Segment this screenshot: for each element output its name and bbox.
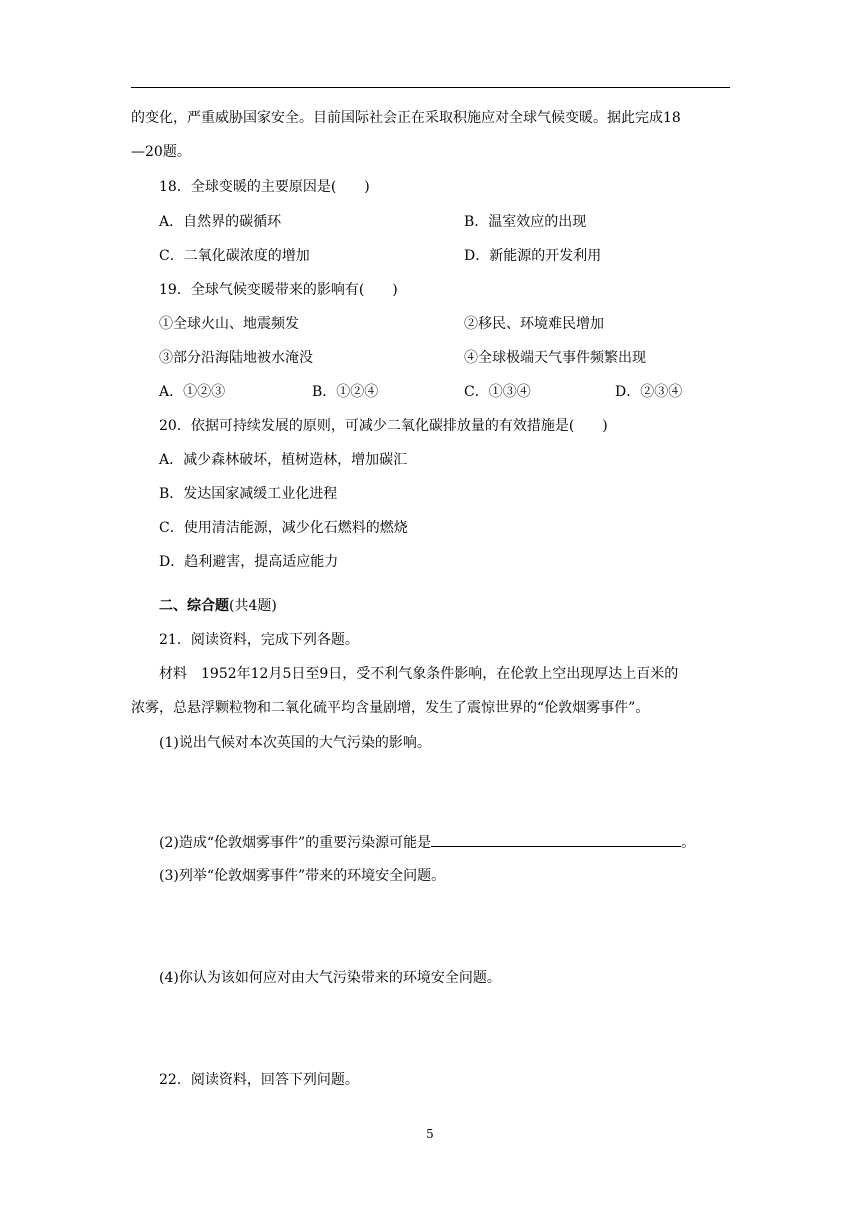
q20-option-b: B．发达国家减缓工业化进程 (159, 486, 338, 502)
q21-part-2-text: (2)造成“伦敦烟雾事件”的重要污染源可能是 (159, 835, 432, 851)
q21-part-4: (4)你认为该如何应对由大气污染带来的环境安全问题。 (159, 970, 501, 986)
q18-option-d: D．新能源的开发利用 (464, 248, 602, 264)
q20-stem: 20．依据可持续发展的原则，可减少二氧化碳排放量的有效措施是( ) (159, 418, 608, 434)
q21-part-2 (159, 832, 695, 853)
q21-part-2-end: 。 (681, 835, 696, 851)
q19-option-c: C．①③④ (464, 384, 531, 400)
q21-material-line-2: 浓雾，总悬浮颗粒物和二氧化硫平均含量剧增，发生了震惊世界的“伦敦烟雾事件”。 (131, 700, 650, 716)
q20-option-a: A．减少森林破坏，植树造林，增加碳汇 (159, 452, 408, 468)
q22-stem: 22．阅读资料，回答下列问题。 (159, 1072, 359, 1088)
section-2-count: (共4题) (229, 598, 277, 614)
header-rule (131, 87, 730, 88)
page-number: 5 (426, 1127, 434, 1141)
q20-option-d: D．趋利避害，提高适应能力 (159, 554, 339, 570)
q19-statement-4: ④全球极端天气事件频繁出现 (464, 350, 646, 366)
q18-option-b: B．温室效应的出现 (464, 214, 587, 230)
q19-option-d: D．②③④ (615, 384, 683, 400)
q18-option-c: C．二氧化碳浓度的增加 (159, 248, 310, 264)
q19-statement-3: ③部分沿海陆地被水淹没 (159, 350, 313, 366)
q19-option-a: A．①②③ (159, 384, 226, 400)
q19-option-b: B．①②④ (312, 384, 379, 400)
q21-part-1: (1)说出气候对本次英国的大气污染的影响。 (159, 735, 431, 751)
q21-material-line-1: 材料 1952年12月5日至9日，受不利气象条件影响，在伦敦上空出现厚达上百米的 (159, 666, 679, 682)
q19-statement-2: ②移民、环境难民增加 (464, 316, 604, 332)
q21-part-3: (3)列举“伦敦烟雾事件”带来的环境安全问题。 (159, 868, 446, 884)
intro-line-1: 的变化，严重威胁国家安全。目前国际社会正在采取积施应对全球气候变暖。据此完成18 (131, 110, 681, 126)
intro-line-2: —20题。 (131, 144, 191, 160)
q18-stem: 18．全球变暖的主要原因是( ) (159, 179, 370, 195)
q20-option-c: C．使用清洁能源，减少化石燃料的燃烧 (159, 520, 408, 536)
section-2-heading (159, 596, 277, 616)
section-2-title: 二、综合题 (159, 598, 229, 614)
q19-stem: 19．全球气候变暖带来的影响有( ) (159, 282, 398, 298)
q19-statement-1: ①全球火山、地震频发 (159, 316, 299, 332)
q18-option-a: A．自然界的碳循环 (159, 214, 282, 230)
q21-stem: 21．阅读资料，完成下列各题。 (159, 632, 359, 648)
answer-blank[interactable] (431, 832, 681, 847)
